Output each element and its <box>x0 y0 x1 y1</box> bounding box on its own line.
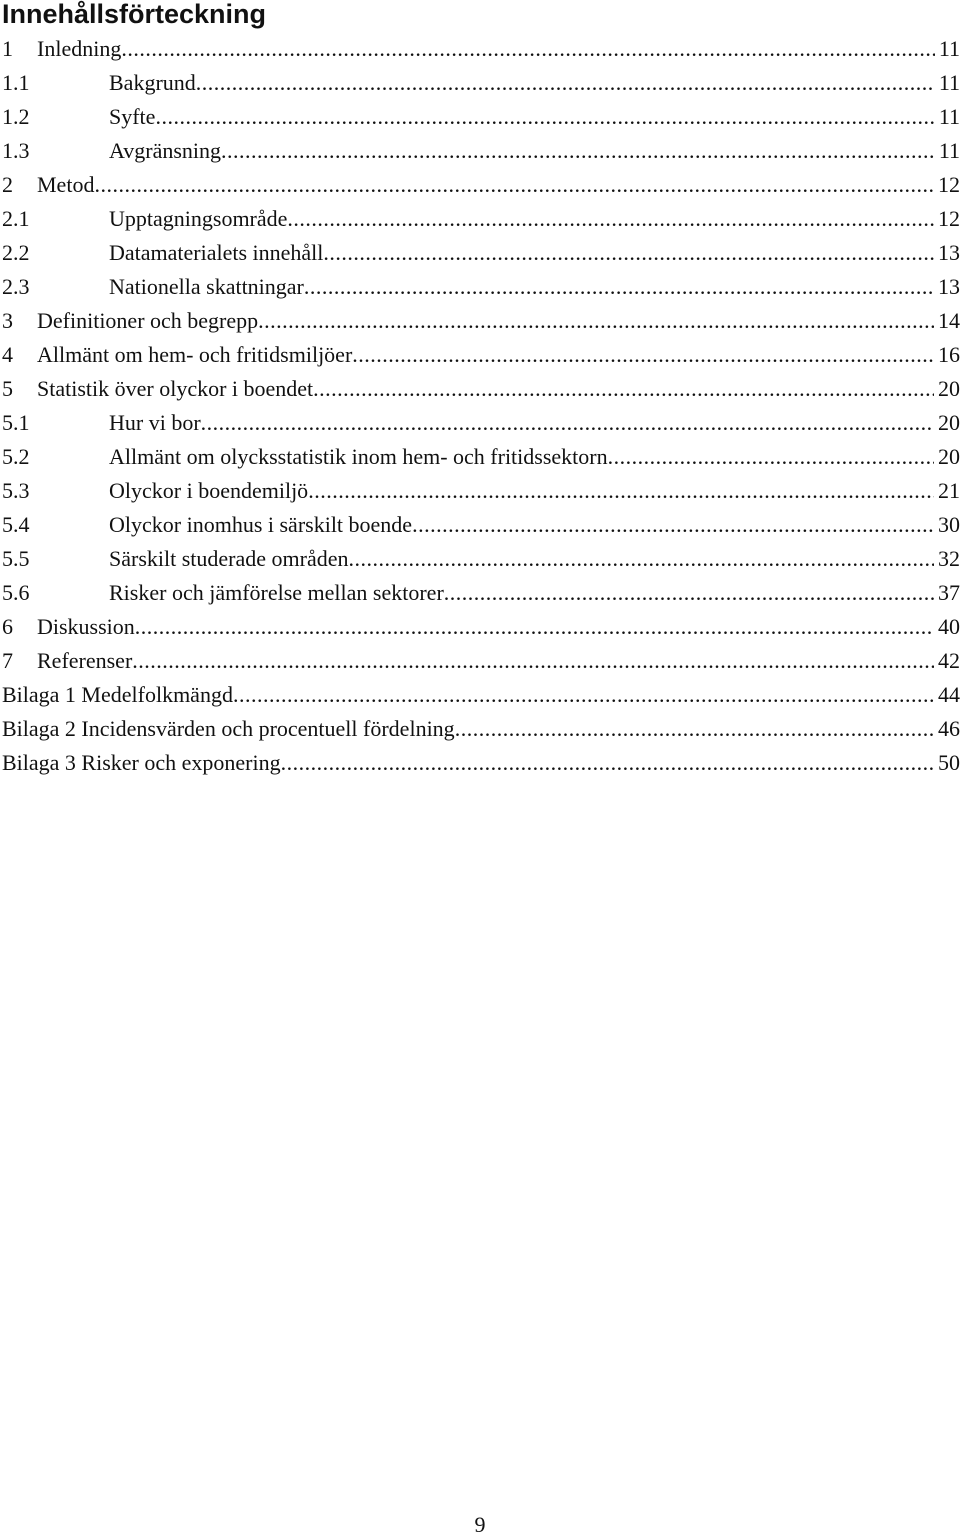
toc-entry-number: 5 <box>2 376 13 401</box>
toc-entry-number: 7 <box>2 648 13 673</box>
toc-entry-bilaga-2[interactable] <box>2 712 960 746</box>
toc-entry-label: Allmänt om hem- och fritidsmiljöer <box>37 342 353 367</box>
toc-entry-page: 40 <box>938 614 960 639</box>
toc-entry-label: Allmänt om olycksstatistik inom hem- och fritidssektorn <box>109 444 608 469</box>
toc-entry-label: Syfte <box>109 104 156 129</box>
toc-entry-allmant-hem-fritid[interactable] <box>2 338 960 372</box>
toc-entry-number: 1.3 <box>2 138 30 163</box>
toc-dot-leader <box>349 542 935 576</box>
toc-entry-number: 6 <box>2 614 13 639</box>
toc-entry-page: 11 <box>938 138 960 163</box>
toc-entry-avgransning[interactable] <box>2 134 960 168</box>
table-of-contents <box>2 32 960 780</box>
toc-entry-label: Nationella skattningar <box>109 274 304 299</box>
toc-entry-label: Diskussion <box>37 614 135 639</box>
toc-entry-bilaga-3[interactable] <box>2 746 960 780</box>
toc-entry-page: 46 <box>938 716 960 741</box>
toc-entry-number: 5.3 <box>2 478 30 503</box>
toc-entry-number: 2.3 <box>2 274 30 299</box>
toc-entry-label: Särskilt studerade områden <box>109 546 349 571</box>
toc-entry-page: 20 <box>938 376 960 401</box>
toc-entry-page: 30 <box>938 512 960 537</box>
toc-entry-page: 13 <box>938 240 960 265</box>
toc-entry-label: Datamaterialets innehåll <box>109 240 324 265</box>
toc-dot-leader <box>94 168 934 202</box>
toc-entry-page: 11 <box>938 104 960 129</box>
toc-entry-number: 5.6 <box>2 580 30 605</box>
toc-entry-number: 5.1 <box>2 410 30 435</box>
toc-entry-number: 2 <box>2 172 13 197</box>
toc-dot-leader <box>201 406 934 440</box>
toc-entry-olyckor-inomhus[interactable] <box>2 508 960 542</box>
toc-dot-leader <box>287 202 934 236</box>
toc-entry-number: 5.4 <box>2 512 30 537</box>
toc-dot-leader <box>135 610 934 644</box>
toc-dot-leader <box>412 508 934 542</box>
toc-dot-leader <box>323 236 934 270</box>
toc-entry-page: 21 <box>938 478 960 503</box>
toc-dot-leader <box>155 100 934 134</box>
toc-dot-leader <box>352 338 934 372</box>
toc-entry-page: 20 <box>938 444 960 469</box>
toc-entry-inledning[interactable] <box>2 32 960 66</box>
toc-entry-page: 11 <box>938 70 960 95</box>
toc-entry-label: Olyckor i boendemiljö <box>109 478 309 503</box>
toc-entry-label: Risker och jämförelse mellan sektorer <box>109 580 444 605</box>
toc-entry-label: Avgränsning <box>109 138 222 163</box>
toc-entry-label: Referenser <box>37 648 133 673</box>
toc-entry-number: 4 <box>2 342 13 367</box>
toc-entry-olyckor-boendemiljo[interactable] <box>2 474 960 508</box>
toc-dot-leader <box>313 372 934 406</box>
toc-entry-page: 12 <box>938 206 960 231</box>
toc-entry-label: Olyckor inomhus i särskilt boende <box>109 512 413 537</box>
toc-entry-label: Metod <box>37 172 95 197</box>
toc-entry-label: Bilaga 1 Medelfolkmängd <box>2 682 233 707</box>
toc-entry-page: 13 <box>938 274 960 299</box>
toc-entry-label: Bakgrund <box>109 70 196 95</box>
toc-entry-page: 20 <box>938 410 960 435</box>
toc-entry-label: Hur vi bor <box>109 410 201 435</box>
toc-entry-number: 2.1 <box>2 206 30 231</box>
toc-entry-number: 5.5 <box>2 546 30 571</box>
toc-entry-sarskilt-studerade[interactable] <box>2 542 960 576</box>
toc-dot-leader <box>455 712 934 746</box>
page-number: 9 <box>474 1512 486 1537</box>
toc-entry-bakgrund[interactable] <box>2 66 960 100</box>
toc-entry-upptagningsomrade[interactable] <box>2 202 960 236</box>
toc-dot-leader <box>281 746 934 780</box>
toc-dot-leader <box>258 304 934 338</box>
toc-entry-referenser[interactable] <box>2 644 960 678</box>
toc-entry-page: 37 <box>938 580 960 605</box>
toc-entry-label: Upptagningsområde <box>109 206 288 231</box>
toc-dot-leader <box>308 474 934 508</box>
toc-entry-page: 42 <box>938 648 960 673</box>
toc-entry-number: 2.2 <box>2 240 30 265</box>
toc-entry-page: 32 <box>938 546 960 571</box>
toc-title: Innehållsförteckning <box>2 0 267 29</box>
toc-entry-bilaga-1[interactable] <box>2 678 960 712</box>
toc-entry-page: 14 <box>938 308 960 333</box>
toc-entry-risker-jamforelse[interactable] <box>2 576 960 610</box>
toc-entry-number: 1.1 <box>2 70 30 95</box>
toc-dot-leader <box>121 32 934 66</box>
toc-dot-leader <box>132 644 934 678</box>
toc-entry-syfte[interactable] <box>2 100 960 134</box>
toc-entry-label: Statistik över olyckor i boendet <box>37 376 314 401</box>
toc-entry-hur-vi-bor[interactable] <box>2 406 960 440</box>
toc-entry-label: Inledning <box>37 36 122 61</box>
toc-dot-leader <box>608 440 934 474</box>
toc-dot-leader <box>444 576 934 610</box>
toc-entry-datamaterialets-innehall[interactable] <box>2 236 960 270</box>
toc-entry-number: 1.2 <box>2 104 30 129</box>
toc-entry-page: 50 <box>938 750 960 775</box>
toc-entry-label: Definitioner och begrepp <box>37 308 259 333</box>
toc-entry-number: 1 <box>2 36 13 61</box>
toc-entry-metod[interactable] <box>2 168 960 202</box>
toc-entry-label: Bilaga 2 Incidensvärden och procentuell fördelning <box>2 716 455 741</box>
toc-entry-statistik-olyckor[interactable] <box>2 372 960 406</box>
toc-entry-definitioner[interactable] <box>2 304 960 338</box>
toc-entry-page: 16 <box>938 342 960 367</box>
toc-entry-label: Bilaga 3 Risker och exponering <box>2 750 281 775</box>
toc-dot-leader <box>221 134 935 168</box>
toc-entry-page: 11 <box>938 36 960 61</box>
toc-entry-allmant-olycksstatistik[interactable] <box>2 440 960 474</box>
toc-entry-page: 44 <box>938 682 960 707</box>
toc-dot-leader <box>304 270 934 304</box>
toc-entry-nationella-skattningar[interactable] <box>2 270 960 304</box>
toc-dot-leader <box>233 678 934 712</box>
toc-entry-diskussion[interactable] <box>2 610 960 644</box>
toc-entry-page: 12 <box>938 172 960 197</box>
toc-entry-number: 3 <box>2 308 13 333</box>
toc-dot-leader <box>196 66 935 100</box>
toc-entry-number: 5.2 <box>2 444 30 469</box>
